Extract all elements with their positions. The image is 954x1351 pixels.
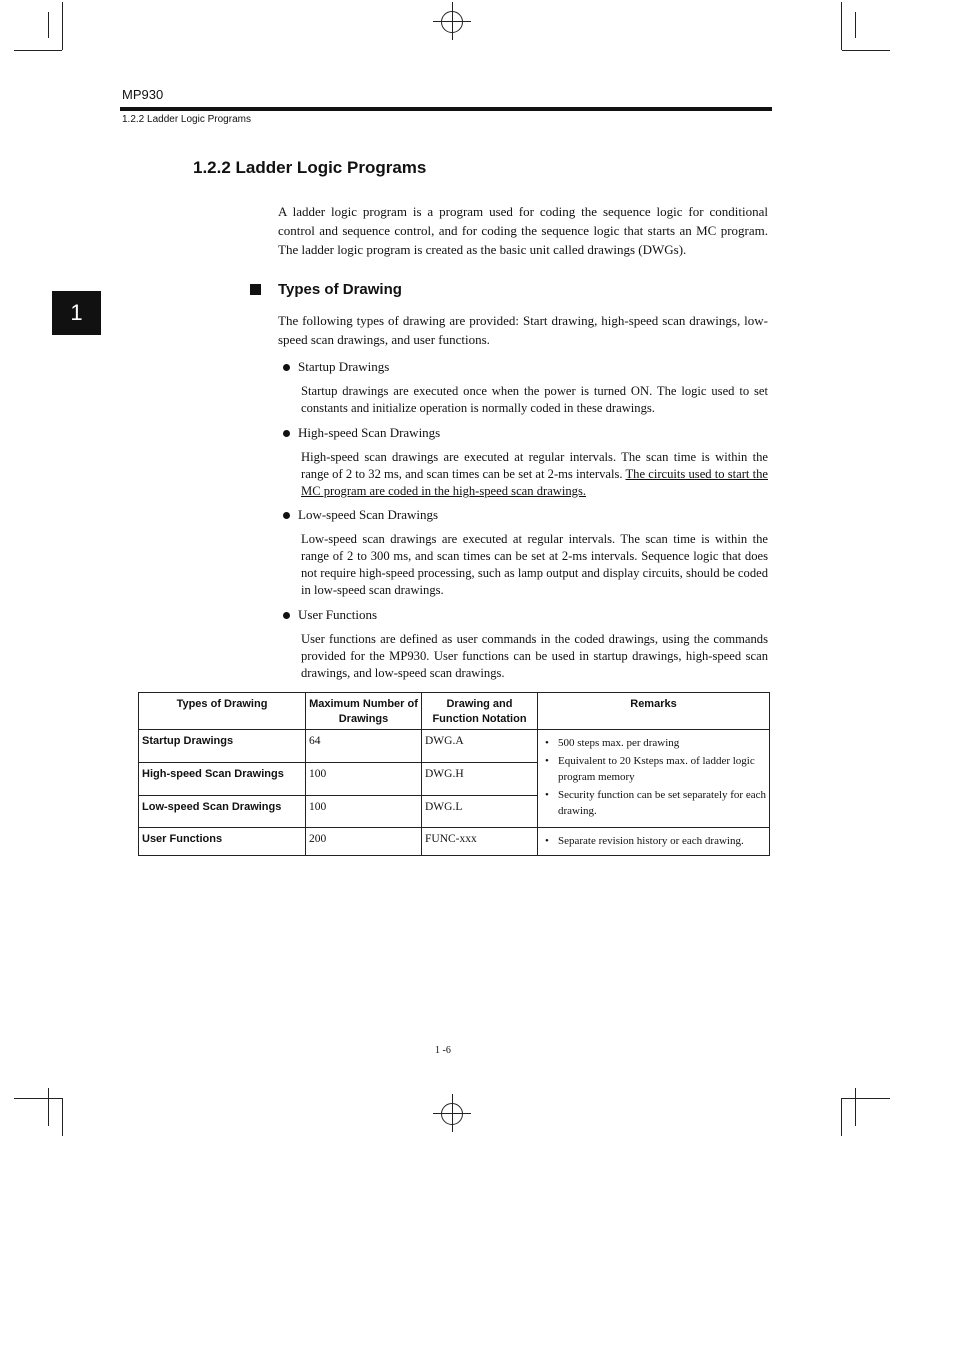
bullet-user-functions xyxy=(283,607,377,623)
types-heading xyxy=(250,281,402,298)
table-header-row xyxy=(139,693,770,730)
bullet-dot-icon xyxy=(283,430,290,437)
chapter-tab: 1 xyxy=(52,291,101,335)
table-cell-remarks xyxy=(538,828,770,856)
high-speed-description xyxy=(301,449,768,500)
table-cell-notation: FUNC-xxx xyxy=(422,828,538,856)
table-header: Remarks xyxy=(538,693,770,730)
header-section-ref: 1.2.2 Ladder Logic Programs xyxy=(122,114,251,125)
table-cell-type: Startup Drawings xyxy=(139,730,306,763)
table-cell-max: 100 xyxy=(306,763,422,796)
table-cell-type: User Functions xyxy=(139,828,306,856)
low-speed-description: Low-speed scan drawings are executed at regular intervals. The scan time is within the range of 2 to 300 ms, and scan times can be set at 2-ms intervals. Sequence logic that does not require high-speed processing, such as lamp output and display circuits, should be coded in low-speed scan drawings. xyxy=(301,532,768,597)
startup-description: Startup drawings are executed once when the power is turned ON. The logic used to set constants and initialize operation is normally coded in these drawings. xyxy=(301,384,768,415)
square-bullet-icon xyxy=(250,284,261,295)
drawing-types-table xyxy=(138,692,770,856)
high-speed-underlined-text: The circuits used to start the MC program are coded in the high-speed scan drawings. xyxy=(301,467,768,498)
types-heading-text: Types of Drawing xyxy=(278,281,402,298)
table-cell-max: 100 xyxy=(306,796,422,828)
table-header: Types of Drawing xyxy=(139,693,306,730)
bullet-dot-icon xyxy=(283,364,290,371)
bullet-label: High-speed Scan Drawings xyxy=(298,425,441,440)
bullet-label: User Functions xyxy=(298,607,378,622)
table-header: Maximum Number of Drawings xyxy=(306,693,422,730)
bullet-label: Startup Drawings xyxy=(298,359,390,374)
table-cell-notation: DWG.A xyxy=(422,730,538,763)
bullet-dot-icon xyxy=(283,612,290,619)
header-product: MP930 xyxy=(122,87,164,102)
bullet-dot-icon xyxy=(283,512,290,519)
user-functions-description: User functions are defined as user commands in the coded drawings, using the commands provided for the MP930. User functions can be used in startup drawings, high-speed scan drawings, and low-speed scan drawings. xyxy=(301,632,768,680)
table-cell-type: High-speed Scan Drawings xyxy=(139,763,306,796)
table-row xyxy=(139,730,770,763)
table-cell-type: Low-speed Scan Drawings xyxy=(139,796,306,828)
section-title: 1.2.2 Ladder Logic Programs xyxy=(193,158,427,177)
remark-item: • 500 steps max. per drawing xyxy=(545,735,766,751)
table-cell-remarks xyxy=(538,730,770,828)
bullet-low-speed xyxy=(283,507,438,523)
bullet-startup xyxy=(283,359,389,375)
remark-item: • Separate revision history or each drawing. xyxy=(545,833,766,849)
table-row xyxy=(139,828,770,856)
page-number: 1 -6 xyxy=(435,1045,451,1056)
remark-item: • Equivalent to 20 Ksteps max. of ladder logic program memory xyxy=(545,753,766,785)
remark-item: • Security function can be set separately for each drawing. xyxy=(545,787,766,819)
types-intro: The following types of drawing are provided: Start drawing, high-speed scan drawings, low-speed scan drawings, and user functions. xyxy=(278,313,768,347)
table-cell-max: 64 xyxy=(306,730,422,763)
header-rule xyxy=(120,107,772,111)
section-intro: A ladder logic program is a program used for coding the sequence logic for conditional control and sequence control, and for coding the sequence logic that starts an MC program. The ladder logic program is created as the basic unit called drawings (DWGs). xyxy=(278,204,768,257)
bullet-label: Low-speed Scan Drawings xyxy=(298,507,439,522)
high-speed-text: High-speed scan drawings are executed at regular intervals. The scan time is within the range of 2 to 32 ms, and scan times can be set at 2-ms intervals. xyxy=(301,450,768,481)
table-cell-notation: DWG.L xyxy=(422,796,538,828)
table-cell-max: 200 xyxy=(306,828,422,856)
bullet-high-speed xyxy=(283,425,440,441)
table-cell-notation: DWG.H xyxy=(422,763,538,796)
table-header: Drawing and Function Notation xyxy=(422,693,538,730)
